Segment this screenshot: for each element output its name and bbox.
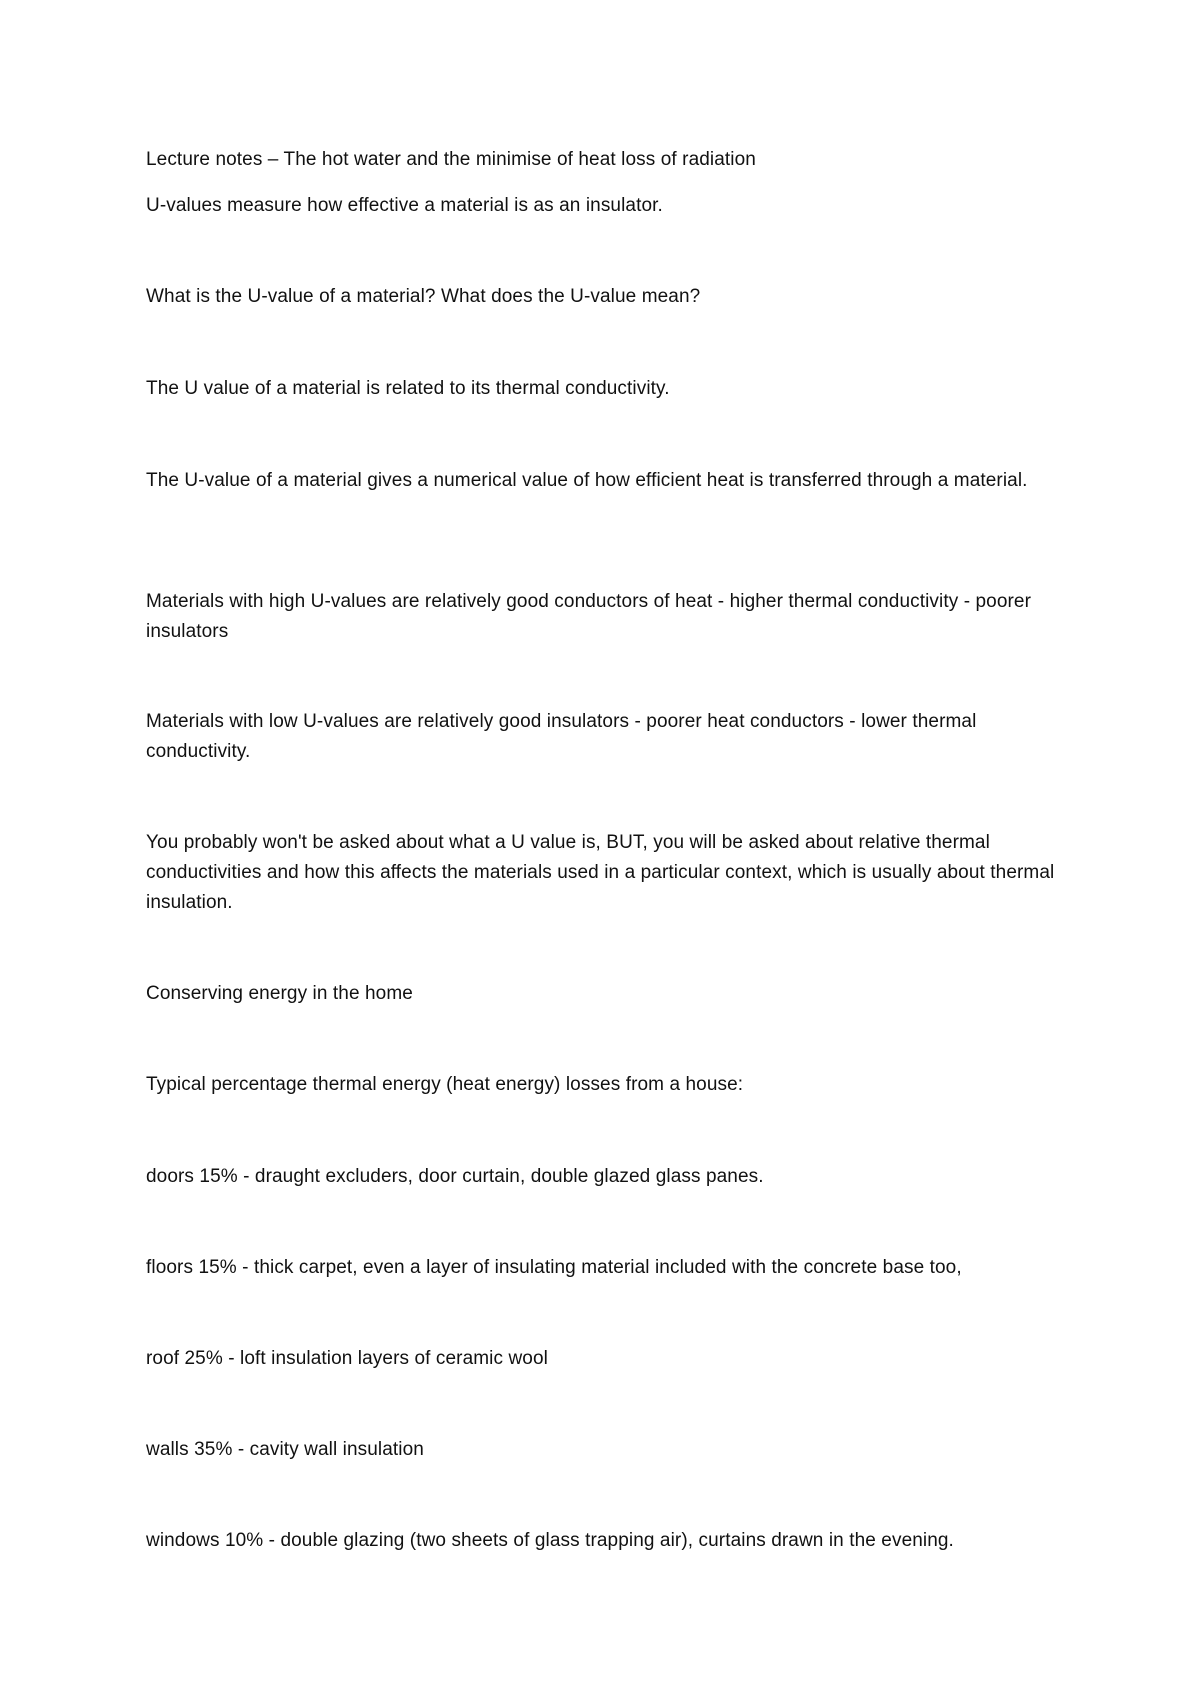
list-item: roof 25% - loft insulation layers of ceramic wool [146,1348,548,1369]
list-item: windows 10% - double glazing (two sheets of glass trapping air), curtains drawn in the evening. [146,1530,954,1551]
list-item: doors 15% - draught excluders, door curtain, double glazed glass panes. [146,1166,764,1187]
paragraph: The U-value of a material gives a numerical value of how efficient heat is transferred through a material. [146,470,1028,491]
document-title: Lecture notes – The hot water and the minimise of heat loss of radiation [146,149,756,170]
paragraph: The U value of a material is related to its thermal conductivity. [146,378,670,399]
paragraph: What is the U-value of a material? What does the U-value mean? [146,286,701,307]
list-item: walls 35% - cavity wall insulation [146,1439,424,1460]
paragraph: Typical percentage thermal energy (heat energy) losses from a house: [146,1074,744,1095]
paragraph: You probably won't be asked about what a U value is, BUT, you will be asked about relative thermal conductivities and how this affects the materials used in a particular context, which is usually about thermal insulation. [146,832,1055,913]
list-item: floors 15% - thick carpet, even a layer of insulating material included with the concrete base too, [146,1257,962,1278]
section-heading: Conserving energy in the home [146,983,413,1004]
paragraph: Materials with low U-values are relatively good insulators - poorer heat conductors - lower thermal conductivity. [146,711,977,762]
paragraph: Materials with high U-values are relatively good conductors of heat - higher thermal conductivity - poorer insulators [146,591,1032,642]
paragraph: U-values measure how effective a material is as an insulator. [146,195,663,216]
